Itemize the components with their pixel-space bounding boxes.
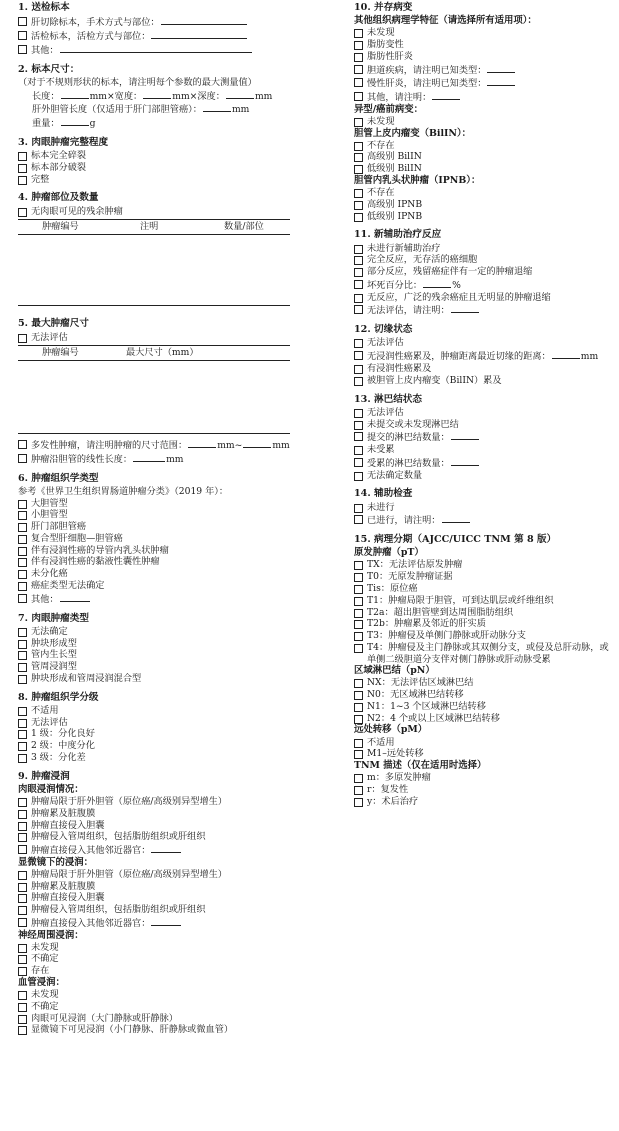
checkbox-box[interactable]: [18, 570, 27, 579]
checkbox-option[interactable]: 肿瘤直接侵入其他邻近器官：: [18, 843, 290, 857]
checkbox-box[interactable]: [354, 573, 363, 582]
checkbox-box[interactable]: [18, 334, 27, 343]
checkbox-box[interactable]: [18, 17, 27, 26]
checkbox-box[interactable]: [354, 585, 363, 594]
section-coexisting-lesions: [354, 2, 616, 222]
section-tumor-site: [18, 192, 290, 306]
fill-blank[interactable]: [151, 916, 181, 926]
checkbox-box[interactable]: [354, 165, 363, 174]
section-title: 5. 最大肿瘤尺寸: [18, 318, 89, 330]
subsection-title: 原发肿瘤（pT）: [354, 547, 424, 559]
fill-blank[interactable]: [60, 592, 90, 602]
checkbox-option[interactable]: N2：4 个或以上区域淋巴结转移: [354, 713, 616, 725]
section-gross-type: [18, 613, 290, 685]
checkbox-option[interactable]: 未进行新辅助治疗: [354, 243, 616, 255]
width-blank[interactable]: [143, 89, 171, 99]
checkbox-box[interactable]: [18, 164, 27, 173]
checkbox-option[interactable]: 管周浸润型: [18, 661, 290, 673]
section-title: 15. 病理分期（AJCC/UICC TNM 第 8 版）: [354, 534, 557, 546]
checkbox-box[interactable]: [354, 142, 363, 151]
checkbox-box[interactable]: [354, 365, 363, 374]
fill-blank[interactable]: [451, 456, 479, 466]
weight: 重量： g: [32, 118, 96, 130]
checkbox-option[interactable]: 肿瘤直接侵入胆囊: [18, 820, 290, 832]
section-title: 2. 标本尺寸：: [18, 63, 80, 75]
column-header: 最大尺寸（mm）: [126, 347, 199, 359]
fill-blank[interactable]: [151, 29, 247, 39]
checkbox-option[interactable]: 完全反应，无存活的癌细胞: [354, 254, 616, 266]
fill-blank[interactable]: [151, 843, 181, 853]
checkbox-box[interactable]: [354, 774, 363, 783]
checkbox-option[interactable]: 提交的淋巴结数量：: [354, 430, 616, 444]
checkbox-option[interactable]: 高级别 BilIN: [354, 151, 616, 163]
checkbox-box[interactable]: [354, 691, 363, 700]
checkbox-box[interactable]: [18, 31, 27, 40]
checkbox-box[interactable]: [354, 750, 363, 759]
checkbox-box[interactable]: [354, 515, 363, 524]
checkbox-option[interactable]: 其他，请注明：: [354, 90, 616, 104]
checkbox-box[interactable]: [354, 305, 363, 314]
section-margin-status: [354, 324, 616, 386]
checkbox-box[interactable]: [354, 798, 363, 807]
table-body[interactable]: [18, 361, 290, 434]
checkbox-option[interactable]: 无法确定数量: [354, 470, 616, 482]
fill-blank[interactable]: [161, 15, 247, 25]
section-max-size: [18, 318, 290, 465]
checkbox-box[interactable]: [18, 523, 27, 532]
checkbox-option[interactable]: 管内生长型: [18, 649, 290, 661]
depth-blank[interactable]: [226, 89, 254, 99]
checkbox-option[interactable]: 无法评估: [354, 337, 616, 349]
checkbox-option[interactable]: 无反应，广泛的残余癌症且无明显的肿瘤退缩: [354, 292, 616, 304]
checkbox-box[interactable]: [18, 582, 27, 591]
checkbox-option[interactable]: T2b：肿瘤累及邻近的肝实质: [354, 618, 616, 630]
subsection-title: 显微镜下的浸润：: [18, 856, 94, 868]
section-integrity: [18, 137, 290, 186]
fill-blank[interactable]: [451, 430, 479, 440]
checkbox-box[interactable]: [18, 810, 27, 819]
checkbox-option[interactable]: N1：1~3 个区域淋巴结转移: [354, 701, 616, 713]
checkbox-box[interactable]: [18, 45, 27, 54]
checkbox-option[interactable]: 不适用: [18, 705, 290, 717]
bile-duct-length: 肝外胆管长度（仅适用于肝门部胆管癌）： mm: [32, 104, 250, 116]
checkbox-option[interactable]: 未进行: [354, 502, 616, 514]
subsection-title: 异型/癌前病变：: [354, 103, 424, 115]
checkbox-box[interactable]: [18, 883, 27, 892]
checkbox-option[interactable]: 肿瘤直接侵入胆囊: [18, 892, 290, 904]
checkbox-option[interactable]: 已进行，请注明：: [354, 513, 616, 527]
section-title: 11. 新辅助治疗反应: [354, 229, 442, 241]
checkbox-box[interactable]: [354, 620, 363, 629]
checkbox-option[interactable]: 未发现: [354, 116, 616, 128]
checkbox-option[interactable]: 未发现: [354, 27, 616, 39]
section-specimen-size: [18, 64, 290, 130]
checkbox-option[interactable]: 不适用: [354, 737, 616, 749]
note-text: （对于不规则形状的标本，请注明每个参数的最大测量值）: [18, 76, 257, 88]
checkbox-option[interactable]: 标本部分破裂: [18, 162, 290, 174]
fill-blank[interactable]: [60, 43, 252, 53]
checkbox-box[interactable]: [18, 176, 27, 185]
checkbox-box[interactable]: [354, 294, 363, 303]
checkbox-box[interactable]: [18, 918, 27, 927]
checkbox-box[interactable]: [18, 955, 27, 964]
checkbox-option[interactable]: Tis：原位癌: [354, 583, 616, 595]
section-title: 9. 肿瘤浸润: [18, 770, 70, 782]
checkbox-option[interactable]: T2a：超出胆管壁到达周围脂肪组织: [354, 607, 616, 619]
checkbox-box[interactable]: [18, 558, 27, 567]
checkbox-box[interactable]: [18, 906, 27, 915]
checkbox-multiple-tumors[interactable]: 多发性肿瘤，请注明肿瘤的尺寸范围： mm~ mm: [18, 438, 290, 452]
fill-blank[interactable]: [243, 438, 271, 448]
checkbox-box[interactable]: [354, 118, 363, 127]
checkbox-box[interactable]: [18, 651, 27, 660]
checkbox-biopsy[interactable]: 活检标本，活检方式与部位：: [18, 29, 290, 43]
column-header: 肿瘤编号: [42, 347, 79, 359]
checkbox-box[interactable]: [354, 504, 363, 513]
checkbox-box[interactable]: [18, 967, 27, 976]
section-invasion: [18, 771, 290, 1036]
checkbox-option[interactable]: 坏死百分比： %: [354, 278, 616, 292]
checkbox-option[interactable]: 肝门部胆管癌: [18, 521, 290, 533]
subsection-title: 其他组织病理学特征（请选择所有适用项）：: [354, 15, 537, 27]
checkbox-option[interactable]: 肿瘤侵入管周组织，包括脂肪组织或肝组织: [18, 904, 290, 916]
checkbox-box[interactable]: [18, 742, 27, 751]
subsection-title: TNM 描述（仅在适用时选择）: [354, 760, 487, 772]
checkbox-box[interactable]: [354, 561, 363, 570]
fill-blank[interactable]: [133, 452, 165, 462]
checkbox-option[interactable]: 伴有浸润性癌的导管内乳头状肿瘤: [18, 545, 290, 557]
subsection-title: 胆管内乳头状肿瘤（IPNB）：: [354, 175, 481, 187]
checkbox-option[interactable]: 胆道疾病，请注明已知类型：: [354, 63, 616, 77]
section-title: 14. 辅助检查: [354, 488, 413, 500]
checkbox-option[interactable]: 不存在: [354, 140, 616, 152]
checkbox-option[interactable]: 肿瘤累及脏腹膜: [18, 808, 290, 820]
checkbox-option[interactable]: m：多原发肿瘤: [354, 772, 616, 784]
section-specimen: [18, 2, 290, 57]
checkbox-other[interactable]: 其他：: [18, 43, 290, 57]
checkbox-option[interactable]: N0：无区域淋巴结转移: [354, 689, 616, 701]
checkbox-option[interactable]: 不确定: [18, 1001, 290, 1013]
checkbox-box[interactable]: [354, 65, 363, 74]
column-header: 注明: [140, 221, 159, 233]
size-dimensions: 长度： mm×宽度： mm×深度： mm: [32, 90, 273, 102]
checkbox-option[interactable]: 癌症类型无法确定: [18, 580, 290, 592]
checkbox-box[interactable]: [18, 440, 27, 449]
checkbox-option[interactable]: 无法评估: [18, 717, 290, 729]
checkbox-box[interactable]: [18, 798, 27, 807]
checkbox-box[interactable]: [354, 78, 363, 87]
left-column: [18, 2, 290, 1043]
length-blank[interactable]: [61, 89, 89, 99]
checkbox-box[interactable]: [354, 739, 363, 748]
checkbox-box[interactable]: [18, 719, 27, 728]
checkbox-box[interactable]: [18, 991, 27, 1000]
checkbox-option[interactable]: M1–远处转移: [354, 748, 616, 760]
checkbox-box[interactable]: [354, 644, 363, 653]
checkbox-box[interactable]: [18, 640, 27, 649]
subsection-title: 血管浸润：: [18, 977, 65, 988]
checkbox-option[interactable]: 未发现: [18, 989, 290, 1001]
section-grade: [18, 692, 290, 764]
subsection-title: 胆管上皮内瘤变（BilIN）：: [354, 127, 472, 139]
checkbox-option[interactable]: 复合型肝细胞—胆管癌: [18, 533, 290, 545]
checkbox-box[interactable]: [18, 730, 27, 739]
fill-blank[interactable]: [552, 349, 580, 359]
checkbox-option[interactable]: 肉眼可见浸润（大门静脉或肝静脉）: [18, 1013, 290, 1025]
checkbox-option[interactable]: 高级别 IPNB: [354, 199, 616, 211]
checkbox-option[interactable]: 受累的淋巴结数量：: [354, 456, 616, 470]
checkbox-option[interactable]: 低级别 IPNB: [354, 211, 616, 223]
checkbox-option[interactable]: 部分反应，残留癌症伴有一定的肿瘤退缩: [354, 266, 616, 278]
checkbox-box[interactable]: [18, 628, 27, 637]
checkbox-option[interactable]: 肿块形成型: [18, 638, 290, 650]
checkbox-option[interactable]: 小胆管型: [18, 509, 290, 521]
checkbox-option[interactable]: 未受累: [354, 444, 616, 456]
section-title: 6. 肿瘤组织学类型: [18, 472, 99, 484]
checkbox-box[interactable]: [18, 663, 27, 672]
checkbox-box[interactable]: [18, 454, 27, 463]
checkbox-box[interactable]: [354, 339, 363, 348]
checkbox-box[interactable]: [18, 871, 27, 880]
checkbox-box[interactable]: [354, 609, 363, 618]
section-title: 4. 肿瘤部位及数量: [18, 192, 99, 204]
checkbox-box[interactable]: [354, 377, 363, 386]
checkbox-box[interactable]: [354, 280, 363, 289]
section-title: 3. 肉眼肿瘤完整程度: [18, 136, 109, 148]
section-ancillary-tests: [354, 488, 616, 527]
section-title: 8. 肿瘤组织学分级: [18, 691, 99, 703]
checkbox-option[interactable]: 肿瘤累及脏腹膜: [18, 881, 290, 893]
column-header: 肿瘤编号: [42, 221, 79, 233]
section-title: 10. 并存病变: [354, 2, 413, 13]
table-header: [18, 219, 290, 235]
checkbox-other[interactable]: 其他：: [18, 592, 290, 606]
checkbox-option[interactable]: y：术后治疗: [354, 796, 616, 808]
checkbox-box[interactable]: [354, 201, 363, 210]
checkbox-box[interactable]: [354, 245, 363, 254]
weight-blank[interactable]: [61, 116, 89, 126]
checkbox-box[interactable]: [354, 153, 363, 162]
fill-blank[interactable]: [442, 513, 470, 523]
checkbox-option[interactable]: 肿瘤侵入管周组织，包括脂肪组织或肝组织: [18, 831, 290, 843]
checkbox-box[interactable]: [354, 351, 363, 360]
checkbox-box[interactable]: [18, 1015, 27, 1024]
checkbox-option[interactable]: 1 级：分化良好: [18, 728, 290, 740]
fill-blank[interactable]: [188, 438, 216, 448]
checkbox-box[interactable]: [354, 421, 363, 430]
checkbox-option[interactable]: 慢性肝炎，请注明已知类型：: [354, 76, 616, 90]
checkbox-option[interactable]: 肿块形成和管周浸润混合型: [18, 673, 290, 685]
checkbox-box[interactable]: [354, 53, 363, 62]
checkbox-option[interactable]: 不确定: [18, 953, 290, 965]
checkbox-box[interactable]: [354, 29, 363, 38]
table-body[interactable]: [18, 235, 290, 306]
section-pathologic-staging: [354, 534, 616, 807]
checkbox-option[interactable]: 肿瘤局限于肝外胆管（原位癌/高级别异型增生）: [18, 869, 290, 881]
checkbox-box[interactable]: [354, 92, 363, 101]
checkbox-box[interactable]: [18, 675, 27, 684]
checkbox-option[interactable]: 大胆管型: [18, 498, 290, 510]
fill-blank[interactable]: [423, 278, 451, 288]
checkbox-box[interactable]: [354, 472, 363, 481]
section-lymph-node-status: [354, 394, 616, 482]
fill-blank[interactable]: [451, 303, 479, 313]
checkbox-option[interactable]: 完整: [18, 174, 290, 186]
checkbox-option[interactable]: 低级别 BilIN: [354, 163, 616, 175]
checkbox-option[interactable]: 2 级：中度分化: [18, 740, 290, 752]
checkbox-box[interactable]: [18, 845, 27, 854]
table-header: [18, 345, 290, 361]
subsection-title: 肉眼浸润情况：: [18, 783, 84, 795]
bile-length-blank[interactable]: [203, 102, 231, 112]
checkbox-box[interactable]: [18, 152, 27, 161]
checkbox-box[interactable]: [354, 189, 363, 198]
checkbox-option[interactable]: 肿瘤直接侵入其他邻近器官：: [18, 916, 290, 930]
checkbox-option[interactable]: 无法评估，请注明：: [354, 303, 616, 317]
section-title: 13. 淋巴结状态: [354, 393, 422, 405]
checkbox-box[interactable]: [18, 822, 27, 831]
checkbox-resection[interactable]: 肝切除标本，手术方式与部位：: [18, 15, 290, 29]
checkbox-box[interactable]: [354, 632, 363, 641]
checkbox-option[interactable]: 有浸润性癌累及: [354, 363, 616, 375]
checkbox-option[interactable]: T1：肿瘤局限于胆管，可到达肌层或纤维组织: [354, 595, 616, 607]
checkbox-box[interactable]: [18, 754, 27, 763]
checkbox-option[interactable]: 无法评估: [18, 332, 290, 344]
fill-blank[interactable]: [432, 90, 460, 100]
fill-blank[interactable]: [487, 63, 515, 73]
checkbox-box[interactable]: [354, 703, 363, 712]
checkbox-box[interactable]: [354, 256, 363, 265]
note-text: 参考《世界卫生组织胃肠道肿瘤分类》（2019 年）：: [18, 485, 229, 497]
checkbox-box[interactable]: [18, 511, 27, 520]
checkbox-option[interactable]: TX：无法评估原发肿瘤: [354, 559, 616, 571]
checkbox-box[interactable]: [354, 446, 363, 455]
checkbox-option[interactable]: 显微镜下可见浸润（小门静脉、肝静脉或微血管）: [18, 1024, 290, 1036]
checkbox-option[interactable]: 3 级：分化差: [18, 752, 290, 764]
checkbox-box[interactable]: [18, 707, 27, 716]
subsection-title: 远处转移（pM）: [354, 724, 428, 736]
checkbox-option[interactable]: T0：无原发肿瘤证据: [354, 571, 616, 583]
section-neoadjuvant-response: [354, 229, 616, 317]
checkbox-option[interactable]: 肿瘤局限于肝外胆管（原位癌/高级别异型增生）: [18, 796, 290, 808]
checkbox-option[interactable]: 未提交或未发现淋巴结: [354, 419, 616, 431]
checkbox-box[interactable]: [354, 432, 363, 441]
checkbox-box[interactable]: [354, 458, 363, 467]
checkbox-option[interactable]: NX：无法评估区域淋巴结: [354, 677, 616, 689]
checkbox-option[interactable]: 无浸润性癌累及，肿瘤距离最近切缘的距离： mm: [354, 349, 616, 363]
section-title: 12. 切缘状态: [354, 324, 413, 336]
section-title: 7. 肉眼肿瘤类型: [18, 612, 89, 624]
checkbox-option[interactable]: 未分化癌: [18, 568, 290, 580]
checkbox-box[interactable]: [354, 41, 363, 50]
checkbox-box[interactable]: [354, 715, 363, 724]
checkbox-box[interactable]: [18, 833, 27, 842]
checkbox-option[interactable]: T3：肿瘤侵及单侧门静脉或肝动脉分支: [354, 630, 616, 642]
checkbox-box[interactable]: [18, 1026, 27, 1035]
checkbox-box[interactable]: [354, 213, 363, 222]
checkbox-option[interactable]: r：复发性: [354, 784, 616, 796]
column-header: 数量/部位: [224, 221, 264, 233]
checkbox-option[interactable]: 无法评估: [354, 407, 616, 419]
checkbox-box[interactable]: [354, 268, 363, 277]
subsection-title: 区域淋巴结（pN）: [354, 665, 435, 677]
section-histologic-type: [18, 473, 290, 606]
checkbox-box[interactable]: [18, 208, 27, 217]
section-title: 1. 送检标本: [18, 2, 70, 13]
checkbox-box[interactable]: [18, 500, 27, 509]
fill-blank[interactable]: [487, 76, 515, 86]
checkbox-option[interactable]: 脂肪变性: [354, 39, 616, 51]
checkbox-option[interactable]: 无法确定: [18, 626, 290, 638]
checkbox-option[interactable]: 伴有浸润性癌的黏液性囊性肿瘤: [18, 556, 290, 568]
checkbox-option[interactable]: 脂肪性肝炎: [354, 51, 616, 63]
checkbox-box[interactable]: [354, 679, 363, 688]
checkbox-box[interactable]: [18, 535, 27, 544]
checkbox-option[interactable]: 被胆管上皮内瘤变（BilIN）累及: [354, 375, 616, 387]
checkbox-linear-length[interactable]: 肿瘤沿胆管的线性长度： mm: [18, 452, 290, 466]
checkbox-option[interactable]: 无肉眼可见的残余肿瘤: [18, 206, 290, 218]
checkbox-box[interactable]: [354, 597, 363, 606]
checkbox-box[interactable]: [354, 409, 363, 418]
checkbox-box[interactable]: [18, 594, 27, 603]
checkbox-option[interactable]: 标本完全碎裂: [18, 150, 290, 162]
checkbox-option[interactable]: 不存在: [354, 187, 616, 199]
checkbox-box[interactable]: [18, 1003, 27, 1012]
right-column: [354, 2, 616, 814]
subsection-title: 神经周围浸润：: [18, 929, 84, 941]
checkbox-option[interactable]: 存在: [18, 965, 290, 977]
checkbox-option[interactable]: T4：肿瘤侵及主门静脉或其双侧分支，或侵及总肝动脉，或单侧二级胆道分支伴对侧门静脉或肝动脉受累: [354, 642, 616, 666]
checkbox-box[interactable]: [18, 944, 27, 953]
checkbox-box[interactable]: [354, 786, 363, 795]
checkbox-option[interactable]: 未发现: [18, 942, 290, 954]
checkbox-box[interactable]: [18, 894, 27, 903]
checkbox-box[interactable]: [18, 547, 27, 556]
